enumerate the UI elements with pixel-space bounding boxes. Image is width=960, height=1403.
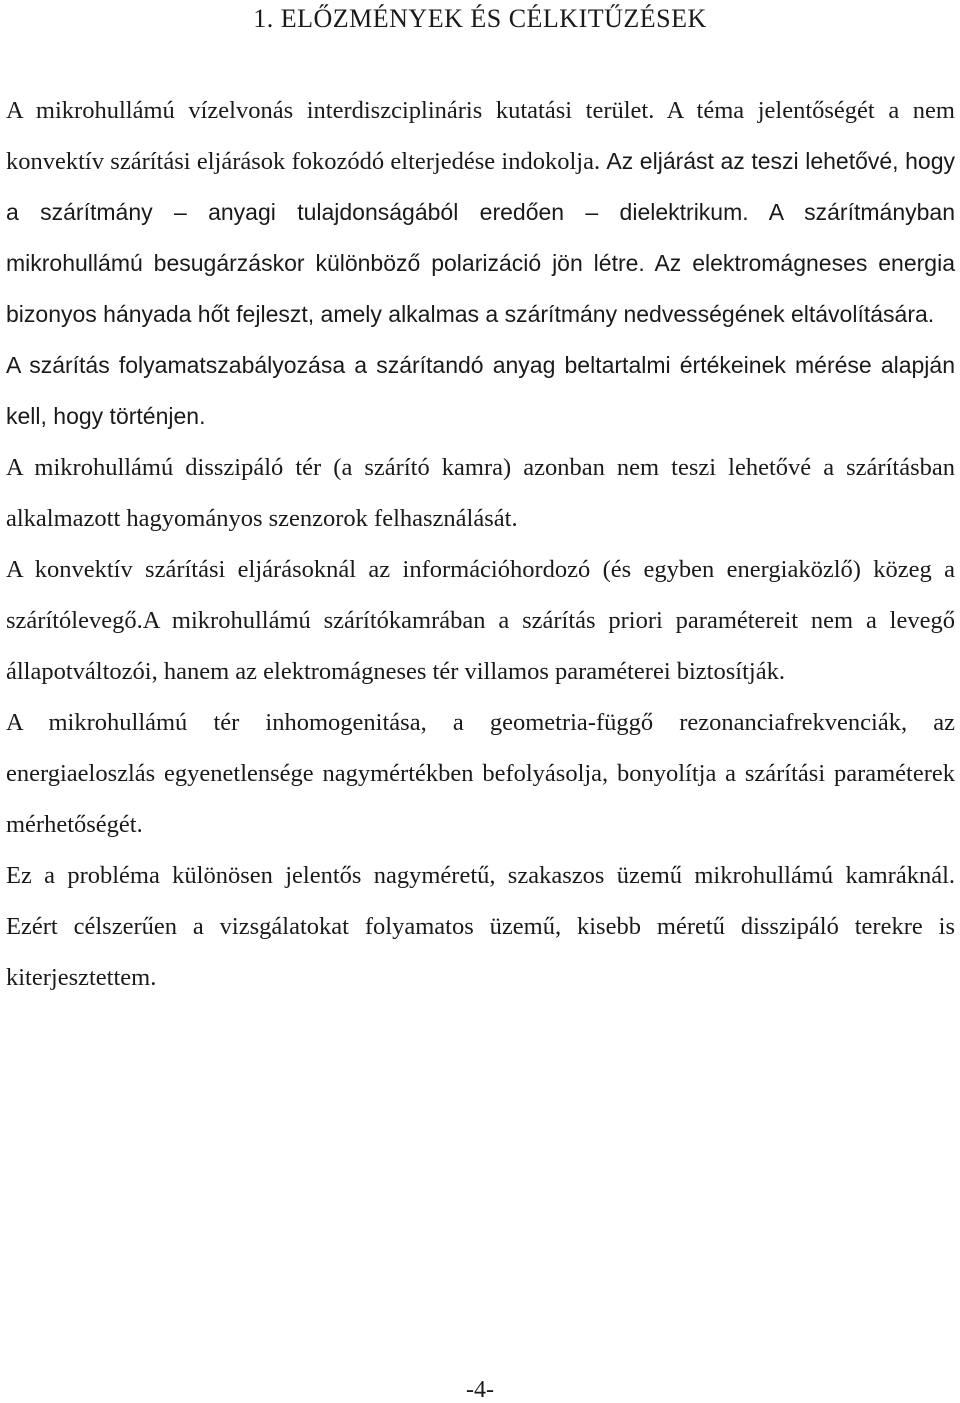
intro-sentence: A mikrohullámú vízelvonás interdiszciplináris kutatási terület. A téma jelentőségét a nem konvektív szárítási eljárások fokozódó elterjedése indokolja. <box>6 97 955 175</box>
sans-paragraph-part1: Az eljárást az teszi lehetővé, hogy a szárítmány – anyagi tulajdonságából eredően – dielektrikum. A szárítmányban mikrohullámú besugárzáskor különböző polarizáció jön létre. Az elektromágneses energia bizonyos hányada hőt fejleszt, amely alkalmas a szárítmány nedvességének eltávolítására. <box>6 148 955 327</box>
paragraph-inhomogeneity: A mikrohullámú tér inhomogenitása, a geometria-függő rezonanciafrekvenciák, az energiaeloszlás egyenetlensége nagymértékben befolyásolja, bonyolítja a szárítási paraméterek mérhetőségét. <box>6 709 955 838</box>
page-number: -4- <box>466 1377 494 1403</box>
paragraph-problem: Ez a probléma különösen jelentős nagyméretű, szakaszos üzemű mikrohullámú kamráknál. Ezért célszerűen a vizsgálatokat folyamatos üzemű, kisebb méretű disszipáló terekre is kiterjesztettem. <box>6 862 955 991</box>
paragraph-convective: A konvektív szárítási eljárásoknál az információhordozó (és egyben energiaközlő) közeg a szárítólevegő.A mikrohullámú szárítókamrában a szárítás priori paramétereit nem a levegő állapotváltozói, hanem az elektromágneses tér villamos paraméterei biztosítják. <box>6 556 955 685</box>
paragraph-process-control: A szárítás folyamatszabályozása a szárítandó anyag beltartalmi értékeinek mérése alapján kell, hogy történjen. <box>6 352 955 429</box>
paragraph-dissipation: A mikrohullámú disszipáló tér (a szárító kamra) azonban nem teszi lehetővé a szárításban alkalmazott hagyományos szenzorok felhasználását. <box>6 454 955 532</box>
paragraph-intro <box>6 85 955 340</box>
body-text <box>6 85 955 1003</box>
section-heading: 1. ELŐZMÉNYEK ÉS CÉLKITŰZÉSEK <box>253 4 707 33</box>
